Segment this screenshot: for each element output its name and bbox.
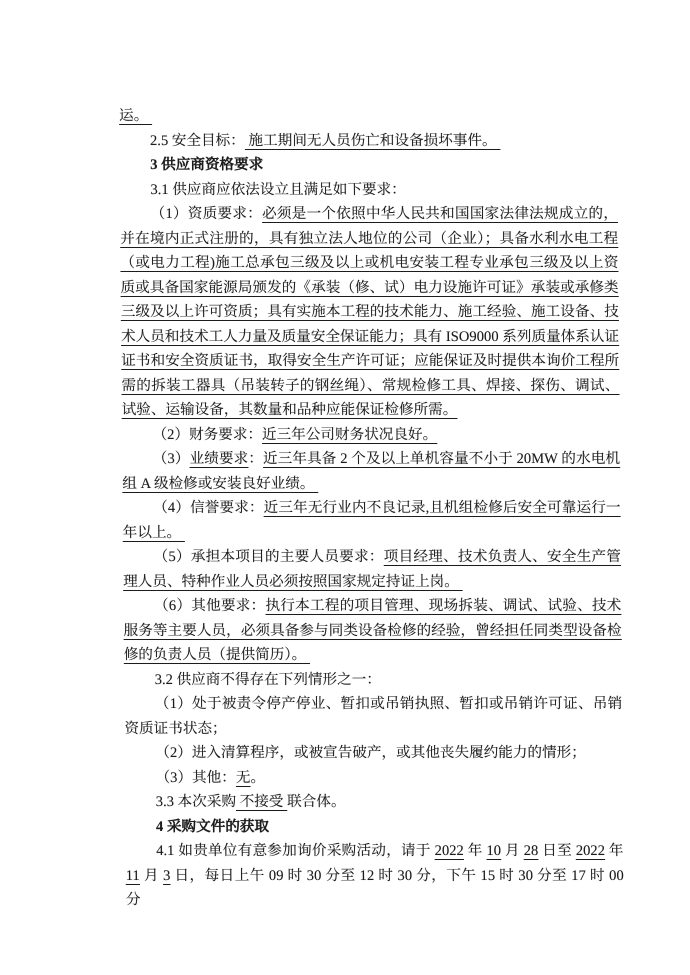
heading-3-supplier-qualification [119,153,617,178]
text-run: 年 [604,843,624,859]
heading-4-document-acquisition [125,815,623,840]
text-run: 3.2 供应商不得存在下列情形之一： [154,671,381,688]
text-run: ： [248,451,264,467]
text-run: 月 [139,867,164,884]
text-run: 月 [500,843,524,859]
underlined-text-run: 业绩要求 [189,451,249,467]
clause-3-1 [120,178,618,203]
text-run: 联合体。 [287,794,346,810]
underlined-text-run: 10 [486,843,502,859]
underlined-text-run: 2022 [575,843,606,859]
item-5-key-personnel-requirement [123,545,621,594]
underlined-text-run: 近三年具备 2 个及以上单机容量不小于 20MW 的水电机组 A 级检修或安装良好业绩。 [122,451,621,492]
underlined-text-run: 近三年公司财务状况良好。 [261,426,438,443]
text-run: （2）财务要求： [152,426,263,443]
text-run: 2.5 安全目标： [149,132,245,149]
text-run: （2）进入清算程序，或被宣告破产，或其他丧失履约能力的情形； [155,745,586,761]
text-run: 3 供应商资格要求 [150,157,264,173]
text-run: （1）处于被责令停产停业、暂扣或吊销执照、暂扣或吊销许可证、吊销资质证书状态； [124,696,623,737]
underlined-text-run: 近三年无行业内不良记录,且机组检修后安全可靠运行一年以上。 [122,500,621,541]
text-run: 4 采购文件的获取 [155,818,270,835]
clause-3-2-item-2 [125,741,623,766]
item-2-finance-requirement [122,423,620,448]
underlined-text-run: 必须是一个依照中华人民共和国国家法律法规成立的，并在境内正式注册的，具有独立法人地位的公司（企业）；具备水利水电工程（或电力工程)施工总承包三级及以上或机电安装工程专业承包三级及以上资质或具备国家能源局颁发的《承装（修、试）电力设施许可证》承装或承修类三级及以上许可资质；具有实施本工程的技术能力、施工经验、施工设备、技术人员和技术工人力量及质量安全保证能力；具有 ISO9000 系列质量体系认证证书和安全资质证书，取得安全生产许可证；应能保证及时提供本询价工程所需的拆装工器具（吊装转子的钢丝绳）、常规检修工具、焊接、探伤、调试、试验、运输设备，其数量和品种应能保证检修所需。 [120,206,620,418]
item-4-reputation-requirement [122,496,620,545]
underlined-text-run: 不接受 [235,794,288,810]
underlined-text-run: 运。 [119,108,153,124]
clause-4-1 [125,839,624,913]
underlined-text-run: 3 [162,867,171,884]
text-run: （6）其他要求： [153,598,266,614]
underlined-text-run: 执行本工程的项目管理、现场拆装、调试、试验、技术服务等主要人员，必须具备参与同类设备检修的经验，曾经担任同类型设备检修的负责人员（提供简历）。 [123,598,622,663]
clause-2-5-safety-goal [119,129,617,154]
text-run: 4.1 如贵单位有意参加询价采购活动，请于 [156,843,435,859]
text-run: （3） [152,451,190,467]
underlined-text-run: 施工期间无人员伤亡和设备损坏事件。 [244,132,501,149]
underlined-text-run: 无 [235,769,251,786]
text-run: 日至 [538,843,576,859]
text-run: （4）信誉要求： [153,500,264,516]
clause-3-3 [125,790,623,815]
text-run: 日，每日上午 09 时 30 分至 12 时 30 分，下午 15 时 30 分至 17 时 00 分 [125,867,624,908]
item-3-performance-requirement [122,447,620,496]
item-6-other-requirement [123,594,622,668]
underlined-text-run: 28 [523,843,539,859]
carryover-line [119,104,617,129]
text-run: 年 [463,843,487,859]
clause-3-2 [124,668,622,693]
underlined-text-run: 11 [125,867,140,884]
text-run: 。 [250,769,266,786]
document-text-block [119,104,624,913]
text-run: （1）资质要求： [150,206,263,222]
item-1-qualification-requirement [120,202,620,423]
underlined-text-run: 项目经理、技术负责人、安全生产管理人员、特种作业人员必须按照国家规定持证上岗。 [123,549,622,590]
clause-3-2-item-1 [124,692,622,741]
text-run: （5）承担本项目的主要人员要求： [153,549,384,565]
clause-3-2-item-3 [125,766,623,791]
underlined-text-run: 2022 [434,843,464,859]
text-run: （3）其他： [155,769,236,786]
text-run: 3.3 本次采购 [155,794,237,810]
text-run: 3.1 供应商应依法设立且满足如下要求： [150,181,406,198]
